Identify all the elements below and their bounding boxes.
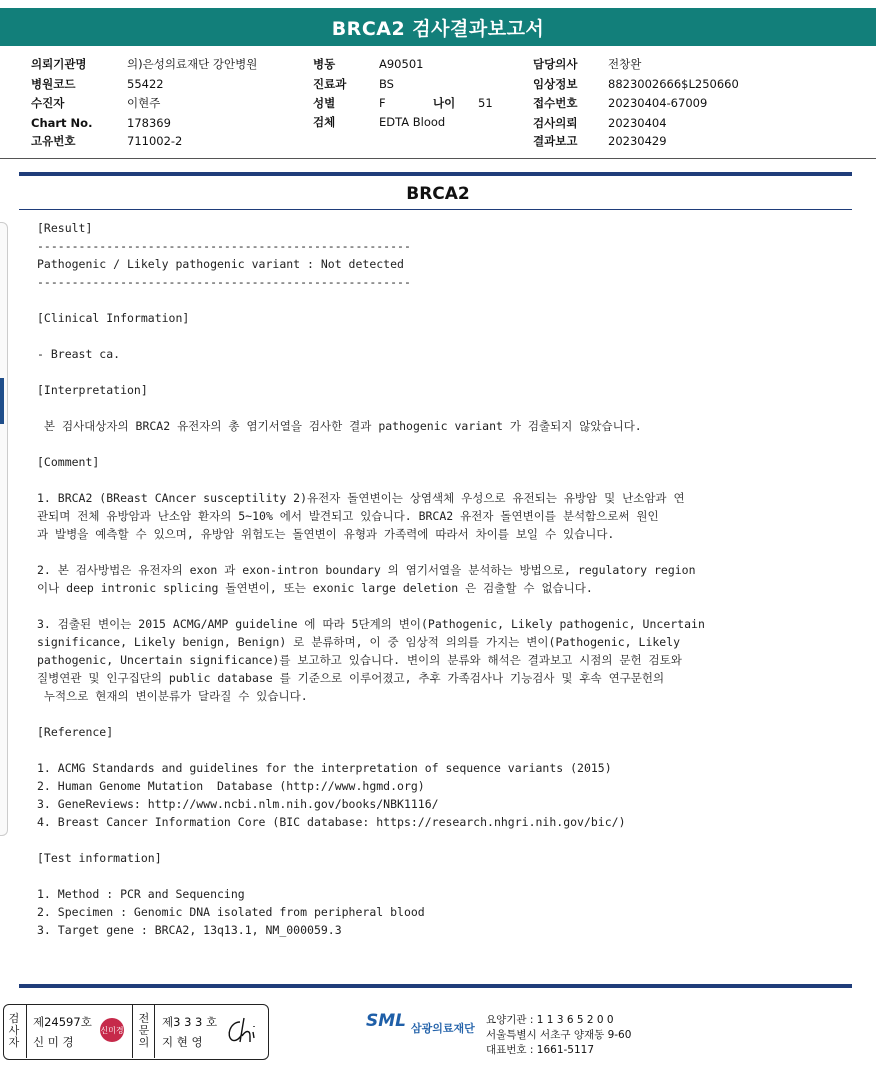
body-line bbox=[37, 363, 705, 381]
body-line bbox=[37, 327, 705, 345]
value-department: BS bbox=[379, 77, 394, 91]
body-line: 과 발병을 예측할 수 있으며, 유방암 위험도는 돌연변이 유형과 가족력에 따라서 차이를 보일 수 있습니다. bbox=[37, 527, 615, 541]
top-blue-rule bbox=[19, 172, 852, 176]
body-line bbox=[37, 597, 705, 615]
value-hospital-code: 55422 bbox=[127, 77, 164, 91]
body-line bbox=[37, 471, 705, 489]
value-test-request: 20230404 bbox=[608, 116, 667, 130]
label-sex: 성별 bbox=[313, 96, 336, 110]
label-clinical-info: 임상정보 bbox=[533, 77, 578, 91]
body-line: 2. Specimen : Genomic DNA isolated from peripheral blood bbox=[37, 905, 425, 919]
value-requesting-institution: 의)은성의료재단 강안병원 bbox=[127, 57, 258, 71]
report-body bbox=[37, 219, 705, 939]
label-receipt-no: 접수번호 bbox=[533, 96, 578, 110]
body-line: 누적으로 현재의 변이분류가 달라질 수 있습니다. bbox=[37, 689, 308, 703]
body-line: [Clinical Information] bbox=[37, 311, 190, 325]
value-patient: 이현주 bbox=[127, 96, 161, 110]
body-line: significance, Likely benign, Benign) 로 분류하며, 이 중 임상적 의의를 가지는 변이(Pathogenic, Likely bbox=[37, 635, 681, 649]
label-requesting-institution: 의뢰기관명 bbox=[31, 57, 87, 71]
body-line: 3. GeneReviews: http://www.ncbi.nlm.nih.gov/books/NBK1116/ bbox=[37, 797, 439, 811]
examiner-license-no: 제24597호 bbox=[33, 1015, 92, 1029]
label-test-request: 검사의뢰 bbox=[533, 116, 578, 130]
value-age: 51 bbox=[478, 96, 493, 110]
body-line: 1. BRCA2 (BReast CAncer susceptility 2)유전자 돌연변이는 상염색체 우성으로 유전되는 유방암 및 난소암과 연 bbox=[37, 491, 685, 505]
body-line: [Comment] bbox=[37, 455, 100, 469]
sig-divider-1 bbox=[26, 1005, 27, 1058]
body-line: 2. Human Genome Mutation Database (http://www.hgmd.org) bbox=[37, 779, 425, 793]
value-unique-no: 711002-2 bbox=[127, 134, 183, 148]
body-line: 관되며 전체 유방암과 난소암 환자의 5~10% 에서 발견되고 있습니다. BRCA2 유전자 돌연변이를 분석함으로써 원인 bbox=[37, 509, 659, 523]
value-chart-no: 178369 bbox=[127, 116, 171, 130]
body-line bbox=[37, 399, 705, 417]
body-line bbox=[37, 741, 705, 759]
specialist-license-no: 제3 3 3 호 bbox=[162, 1015, 218, 1029]
body-line: 본 검사대상자의 BRCA2 유전자의 총 염기서열을 검사한 결과 pathogenic variant 가 검출되지 않았습니다. bbox=[37, 419, 642, 433]
body-line: 4. Breast Cancer Information Core (BIC database: https://research.nhgri.nih.gov/bic/) bbox=[37, 815, 626, 829]
body-line: [Result] bbox=[37, 221, 93, 235]
section-title-rule bbox=[19, 209, 852, 210]
body-line: - Breast ca. bbox=[37, 347, 121, 361]
body-line bbox=[37, 831, 705, 849]
label-ward: 병동 bbox=[313, 57, 336, 71]
body-line: [Test information] bbox=[37, 851, 162, 865]
body-line: pathogenic, Uncertain significance)를 보고하고 있습니다. 변이의 분류와 해석은 결과보고 시점의 문헌 검토와 bbox=[37, 653, 682, 667]
body-line bbox=[37, 435, 705, 453]
bottom-blue-rule bbox=[19, 984, 852, 988]
body-line bbox=[37, 543, 705, 561]
value-result-report: 20230429 bbox=[608, 134, 667, 148]
label-chart-no: Chart No. bbox=[31, 116, 93, 130]
value-specimen: EDTA Blood bbox=[379, 115, 446, 129]
label-unique-no: 고유번호 bbox=[31, 134, 76, 148]
body-line: 질병연관 및 인구집단의 public database 를 기준으로 이루어졌고, 추후 가족검사나 기능검사 및 후속 연구문헌의 bbox=[37, 671, 665, 685]
logo-mark: SML bbox=[366, 1011, 406, 1031]
body-line: Pathogenic / Likely pathogenic variant : Not detected bbox=[37, 257, 404, 271]
body-line bbox=[37, 291, 705, 309]
value-physician: 전창완 bbox=[608, 57, 642, 71]
examiner-seal-stamp: 신미경 bbox=[100, 1018, 124, 1042]
label-physician: 담당의사 bbox=[533, 57, 578, 71]
sml-logo bbox=[366, 1011, 475, 1035]
body-line: [Interpretation] bbox=[37, 383, 148, 397]
body-line bbox=[37, 867, 705, 885]
section-title: BRCA2 bbox=[406, 184, 470, 204]
body-line: ------------------------------------------------------ bbox=[37, 239, 411, 253]
body-line: 1. ACMG Standards and guidelines for the interpretation of sequence variants (2015) bbox=[37, 761, 612, 775]
value-ward: A90501 bbox=[379, 57, 424, 71]
footer-phone: 대표번호 : 1661-5117 bbox=[486, 1044, 595, 1056]
side-panel-marker bbox=[0, 378, 4, 424]
sig-divider-2 bbox=[132, 1005, 133, 1058]
specialist-name: 지 현 영 bbox=[162, 1035, 203, 1049]
label-hospital-code: 병원코드 bbox=[31, 77, 76, 91]
examiner-title: 검사자 bbox=[8, 1012, 20, 1049]
label-result-report: 결과보고 bbox=[533, 134, 578, 148]
body-line: 1. Method : PCR and Sequencing bbox=[37, 887, 245, 901]
value-sex: F bbox=[379, 96, 386, 110]
label-patient: 수진자 bbox=[31, 96, 65, 110]
body-line: 2. 본 검사방법은 유전자의 exon 과 exon-intron boundary 의 염기서열을 분석하는 방법으로, regulatory region bbox=[37, 563, 696, 577]
value-receipt-no: 20230404-67009 bbox=[608, 96, 708, 110]
body-line: 3. Target gene : BRCA2, 13q13.1, NM_000059.3 bbox=[37, 923, 342, 937]
header-divider bbox=[0, 158, 876, 159]
specialist-signature bbox=[224, 1016, 260, 1046]
label-age: 나이 bbox=[433, 96, 456, 110]
body-line: 3. 검출된 변이는 2015 ACMG/AMP guideline 에 따라 5단계의 변이(Pathogenic, Likely pathogenic, Uncertain bbox=[37, 617, 705, 631]
body-line: 이나 deep intronic splicing 돌연변이, 또는 exonic large deletion 은 검출할 수 없습니다. bbox=[37, 581, 593, 595]
side-panel-edge[interactable] bbox=[0, 222, 8, 836]
footer-address: 서울특별시 서초구 양재동 9-60 bbox=[486, 1029, 632, 1041]
logo-org-name: 삼광의료재단 bbox=[411, 1022, 475, 1035]
label-department: 진료과 bbox=[313, 77, 347, 91]
body-line bbox=[37, 705, 705, 723]
body-line: [Reference] bbox=[37, 725, 114, 739]
specialist-title: 전문의 bbox=[138, 1012, 150, 1049]
sig-divider-3 bbox=[154, 1005, 155, 1058]
label-specimen: 검체 bbox=[313, 115, 336, 129]
report-title: BRCA2 검사결과보고서 bbox=[0, 8, 876, 46]
value-clinical-info: 8823002666$L250660 bbox=[608, 77, 739, 91]
footer-institution-code: 요양기관 : 1 1 3 6 5 2 0 0 bbox=[486, 1014, 614, 1026]
body-line: ------------------------------------------------------ bbox=[37, 275, 411, 289]
examiner-name: 신 미 경 bbox=[33, 1035, 74, 1049]
